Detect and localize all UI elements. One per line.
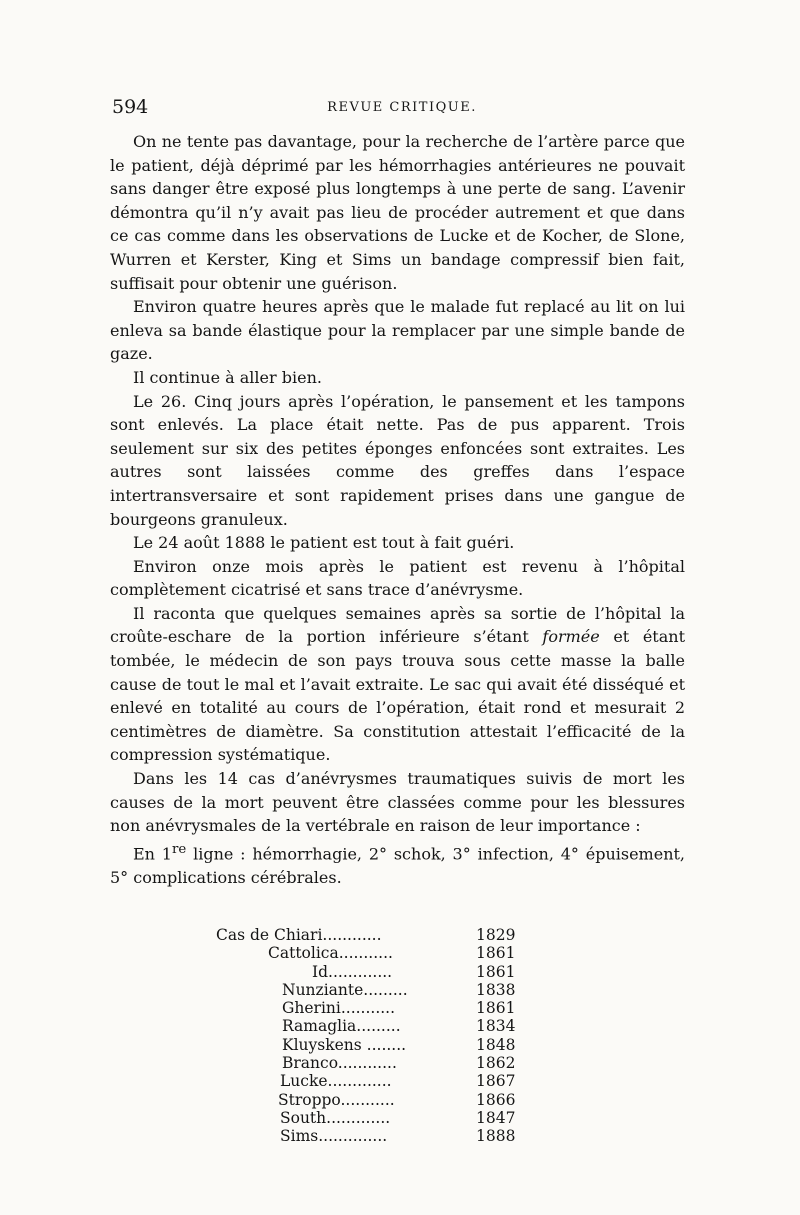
superscript: re — [172, 841, 187, 857]
body-text — [110, 130, 685, 889]
case-year: 1834 — [476, 1017, 516, 1036]
case-name: Nunziante......... — [282, 980, 408, 999]
case-row — [216, 1109, 536, 1127]
case-row — [216, 1127, 536, 1145]
case-list — [216, 926, 536, 1146]
case-year: 1866 — [476, 1090, 516, 1109]
case-row — [216, 999, 536, 1017]
paragraph-extraction — [110, 602, 685, 767]
text-run: et étant tombée, le médecin de son pays trouva sous cette masse la balle cause de tout le mal et l’avait extraite. Le sac qui avait été disséqué et enlevé en totalité au cours de l’opération, était rond et mesurait 2 centimètres de diamètre. Sa constitution attestait l’efficacité de la compression systématique. — [110, 627, 685, 765]
running-title: REVUE CRITIQUE. — [327, 100, 477, 115]
case-name: Stroppo........... — [278, 1090, 395, 1109]
case-name: Kluyskens ........ — [282, 1035, 407, 1054]
case-row — [216, 944, 536, 962]
case-row — [216, 1072, 536, 1090]
case-year: 1862 — [476, 1054, 516, 1073]
text-run: Il raconta que quelques semaines après sa sortie de l’hôpital la croûte-eschare de la portion inférieure s’étant — [110, 603, 685, 647]
case-row — [216, 981, 536, 999]
case-row — [216, 1017, 536, 1035]
paragraph: Environ onze mois après le patient est revenu à l’hôpital complètement cicatrisé et sans trace d’anévrysme. — [110, 556, 685, 600]
case-year: 1847 — [476, 1108, 516, 1127]
case-name: Gherini........... — [282, 999, 396, 1018]
text-run: En 1 — [133, 844, 172, 864]
case-name: Cas de Chiari............ — [216, 926, 382, 944]
case-year: 1829 — [476, 926, 516, 944]
case-name: Cattolica........... — [268, 944, 393, 963]
case-name: Id............. — [312, 962, 393, 981]
case-year: 1838 — [476, 980, 516, 999]
case-row — [216, 926, 536, 944]
case-name: Sims.............. — [280, 1127, 388, 1146]
paragraph: Il continue à aller bien. — [133, 367, 322, 387]
paragraph-cause-list — [110, 838, 685, 890]
case-year: 1848 — [476, 1035, 516, 1054]
case-year: 1888 — [476, 1127, 516, 1146]
page-header — [112, 96, 692, 122]
case-year: 1861 — [476, 999, 516, 1018]
case-year: 1861 — [476, 944, 516, 963]
case-row — [216, 1054, 536, 1072]
paragraph: Le 26. Cinq jours après l’opération, le pansement et les tampons sont enlevés. La place était nette. Pas de pus apparent. Trois seulement sur six des petites éponges enfoncées sont extraites. Les autres sont laissées comme des greffes dans l’espace intertransversaire et sont rapidement prises dans une gangue de bourgeons granuleux. — [110, 391, 685, 529]
page-number: 594 — [112, 96, 149, 118]
case-year: 1867 — [476, 1072, 516, 1091]
case-name: Lucke............. — [280, 1072, 392, 1091]
case-row — [216, 1036, 536, 1054]
case-row — [216, 1091, 536, 1109]
paragraph-causes: Dans les 14 cas d’anévrysmes traumatiques suivis de mort les causes de la mort peuvent être classées comme pour les blessures non anévrysmales de la vertébrale en raison de leur importance : — [110, 769, 685, 836]
paragraph: On ne tente pas davantage, pour la recherche de l’artère parce que le patient, déjà déprimé par les hémorrhagies antérieures ne pouvait sans danger être exposé plus longtemps à une perte de sang. L’avenir démontra qu’il n’y avait pas lieu de procéder autrement et que dans ce cas comme dans les observations de Lucke et de Kocher, de Slone, Wurren et Kerster, King et Sims un bandage compressif bien fait, suffisait pour obtenir une guérison. — [110, 132, 685, 293]
case-year: 1861 — [476, 962, 516, 981]
text-run: ligne : hémorrhagie, 2° schok, 3° infection, 4° épuisement, 5° complications cérébrales. — [110, 844, 686, 887]
italic-word: formée — [542, 627, 600, 647]
paragraph: Le 24 août 1888 le patient est tout à fait guéri. — [133, 533, 515, 553]
case-name: Branco............ — [282, 1054, 397, 1073]
case-row — [216, 963, 536, 981]
paragraph: Environ quatre heures après que le malade fut replacé au lit on lui enleva sa bande élastique pour la remplacer par une simple bande de gaze. — [110, 297, 685, 364]
case-name: South............. — [280, 1108, 391, 1127]
case-name: Ramaglia......... — [282, 1017, 401, 1036]
